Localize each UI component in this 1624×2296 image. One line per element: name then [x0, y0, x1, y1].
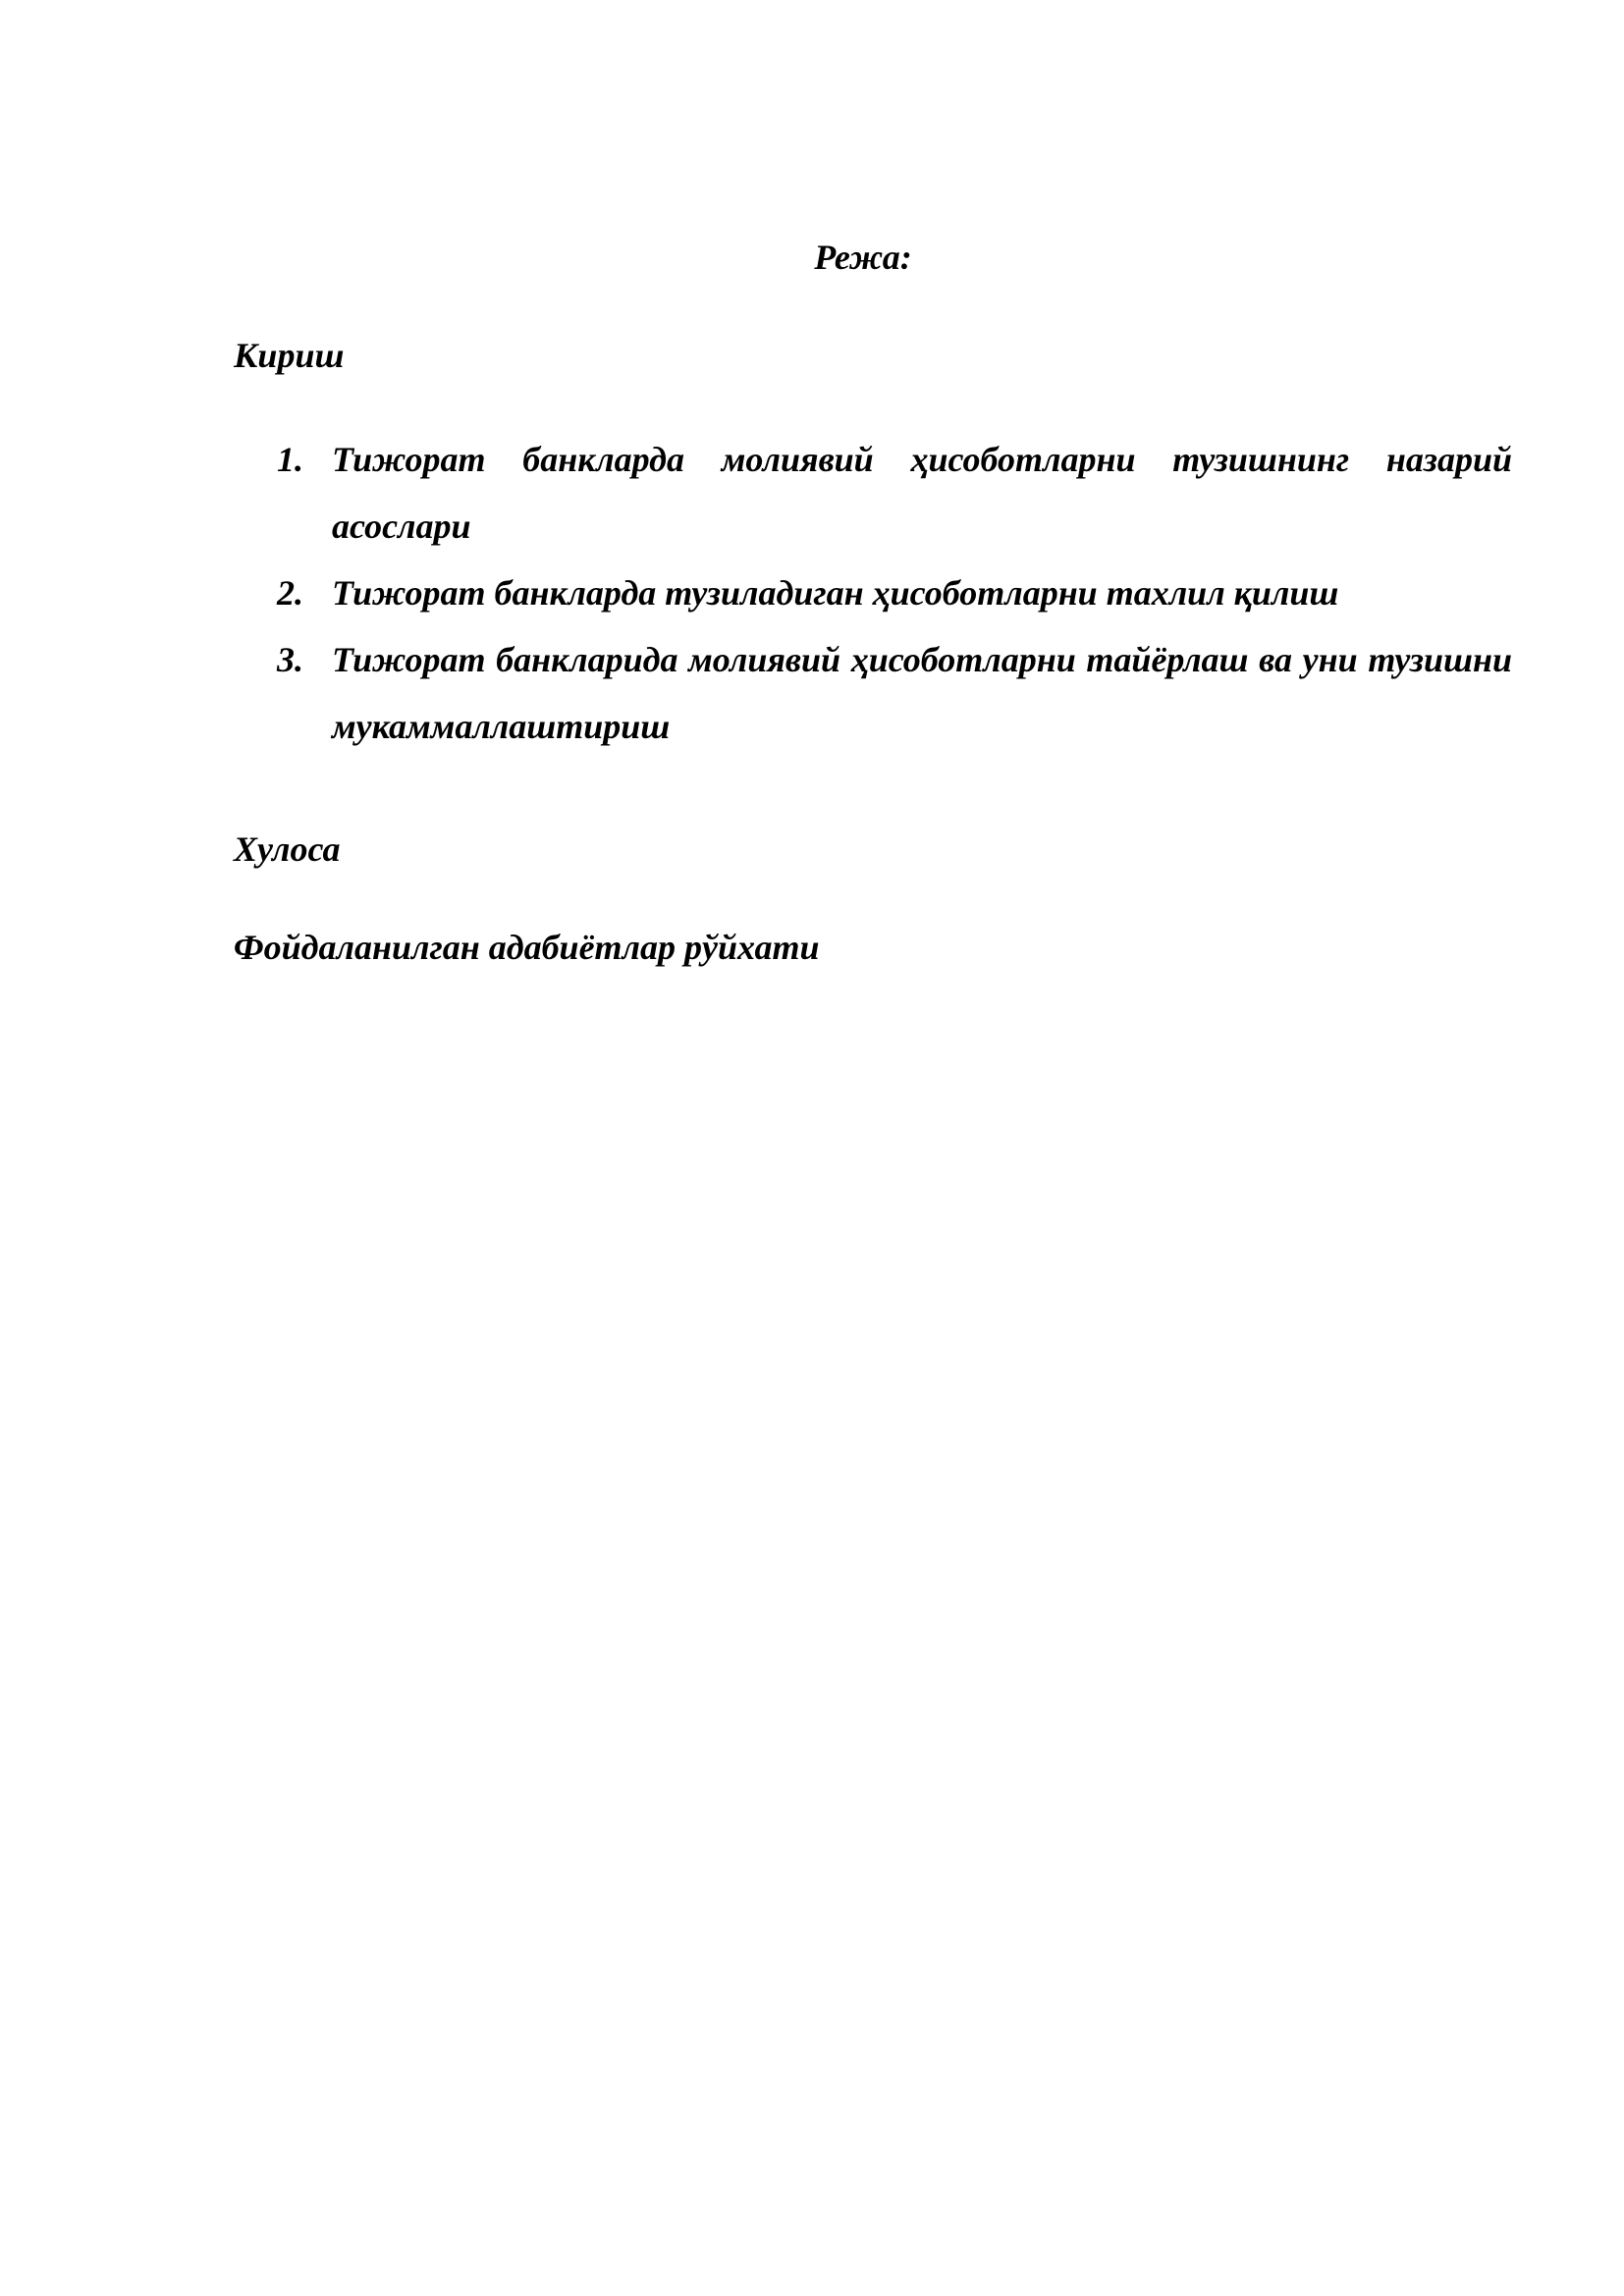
page-title: Режа: — [814, 238, 912, 277]
plan-item-text: Тижорат банкларида молиявий ҳисоботларни тайёрлаш ва уни тузишни мукаммаллаштириш — [332, 640, 1512, 746]
plan-item-number: 2. — [277, 573, 303, 613]
conclusion-heading: Хулоса — [234, 829, 341, 869]
plan-item-text: Тижорат банкларда тузиладиган ҳисоботларни тахлил қилиш — [332, 573, 1339, 613]
plan-list — [277, 426, 1512, 760]
plan-item-number: 1. — [277, 440, 303, 479]
plan-item-text: Тижорат банкларда молиявий ҳисоботларни тузишнинг назарий асослари — [332, 440, 1512, 546]
intro-heading: Кириш — [234, 336, 345, 375]
plan-item-3 — [277, 626, 1512, 760]
references-heading: Фойдаланилган адабиётлар рўйхати — [234, 928, 820, 967]
plan-item-number: 3. — [277, 640, 303, 679]
plan-item-2 — [277, 560, 1512, 626]
plan-item-1 — [277, 426, 1512, 560]
